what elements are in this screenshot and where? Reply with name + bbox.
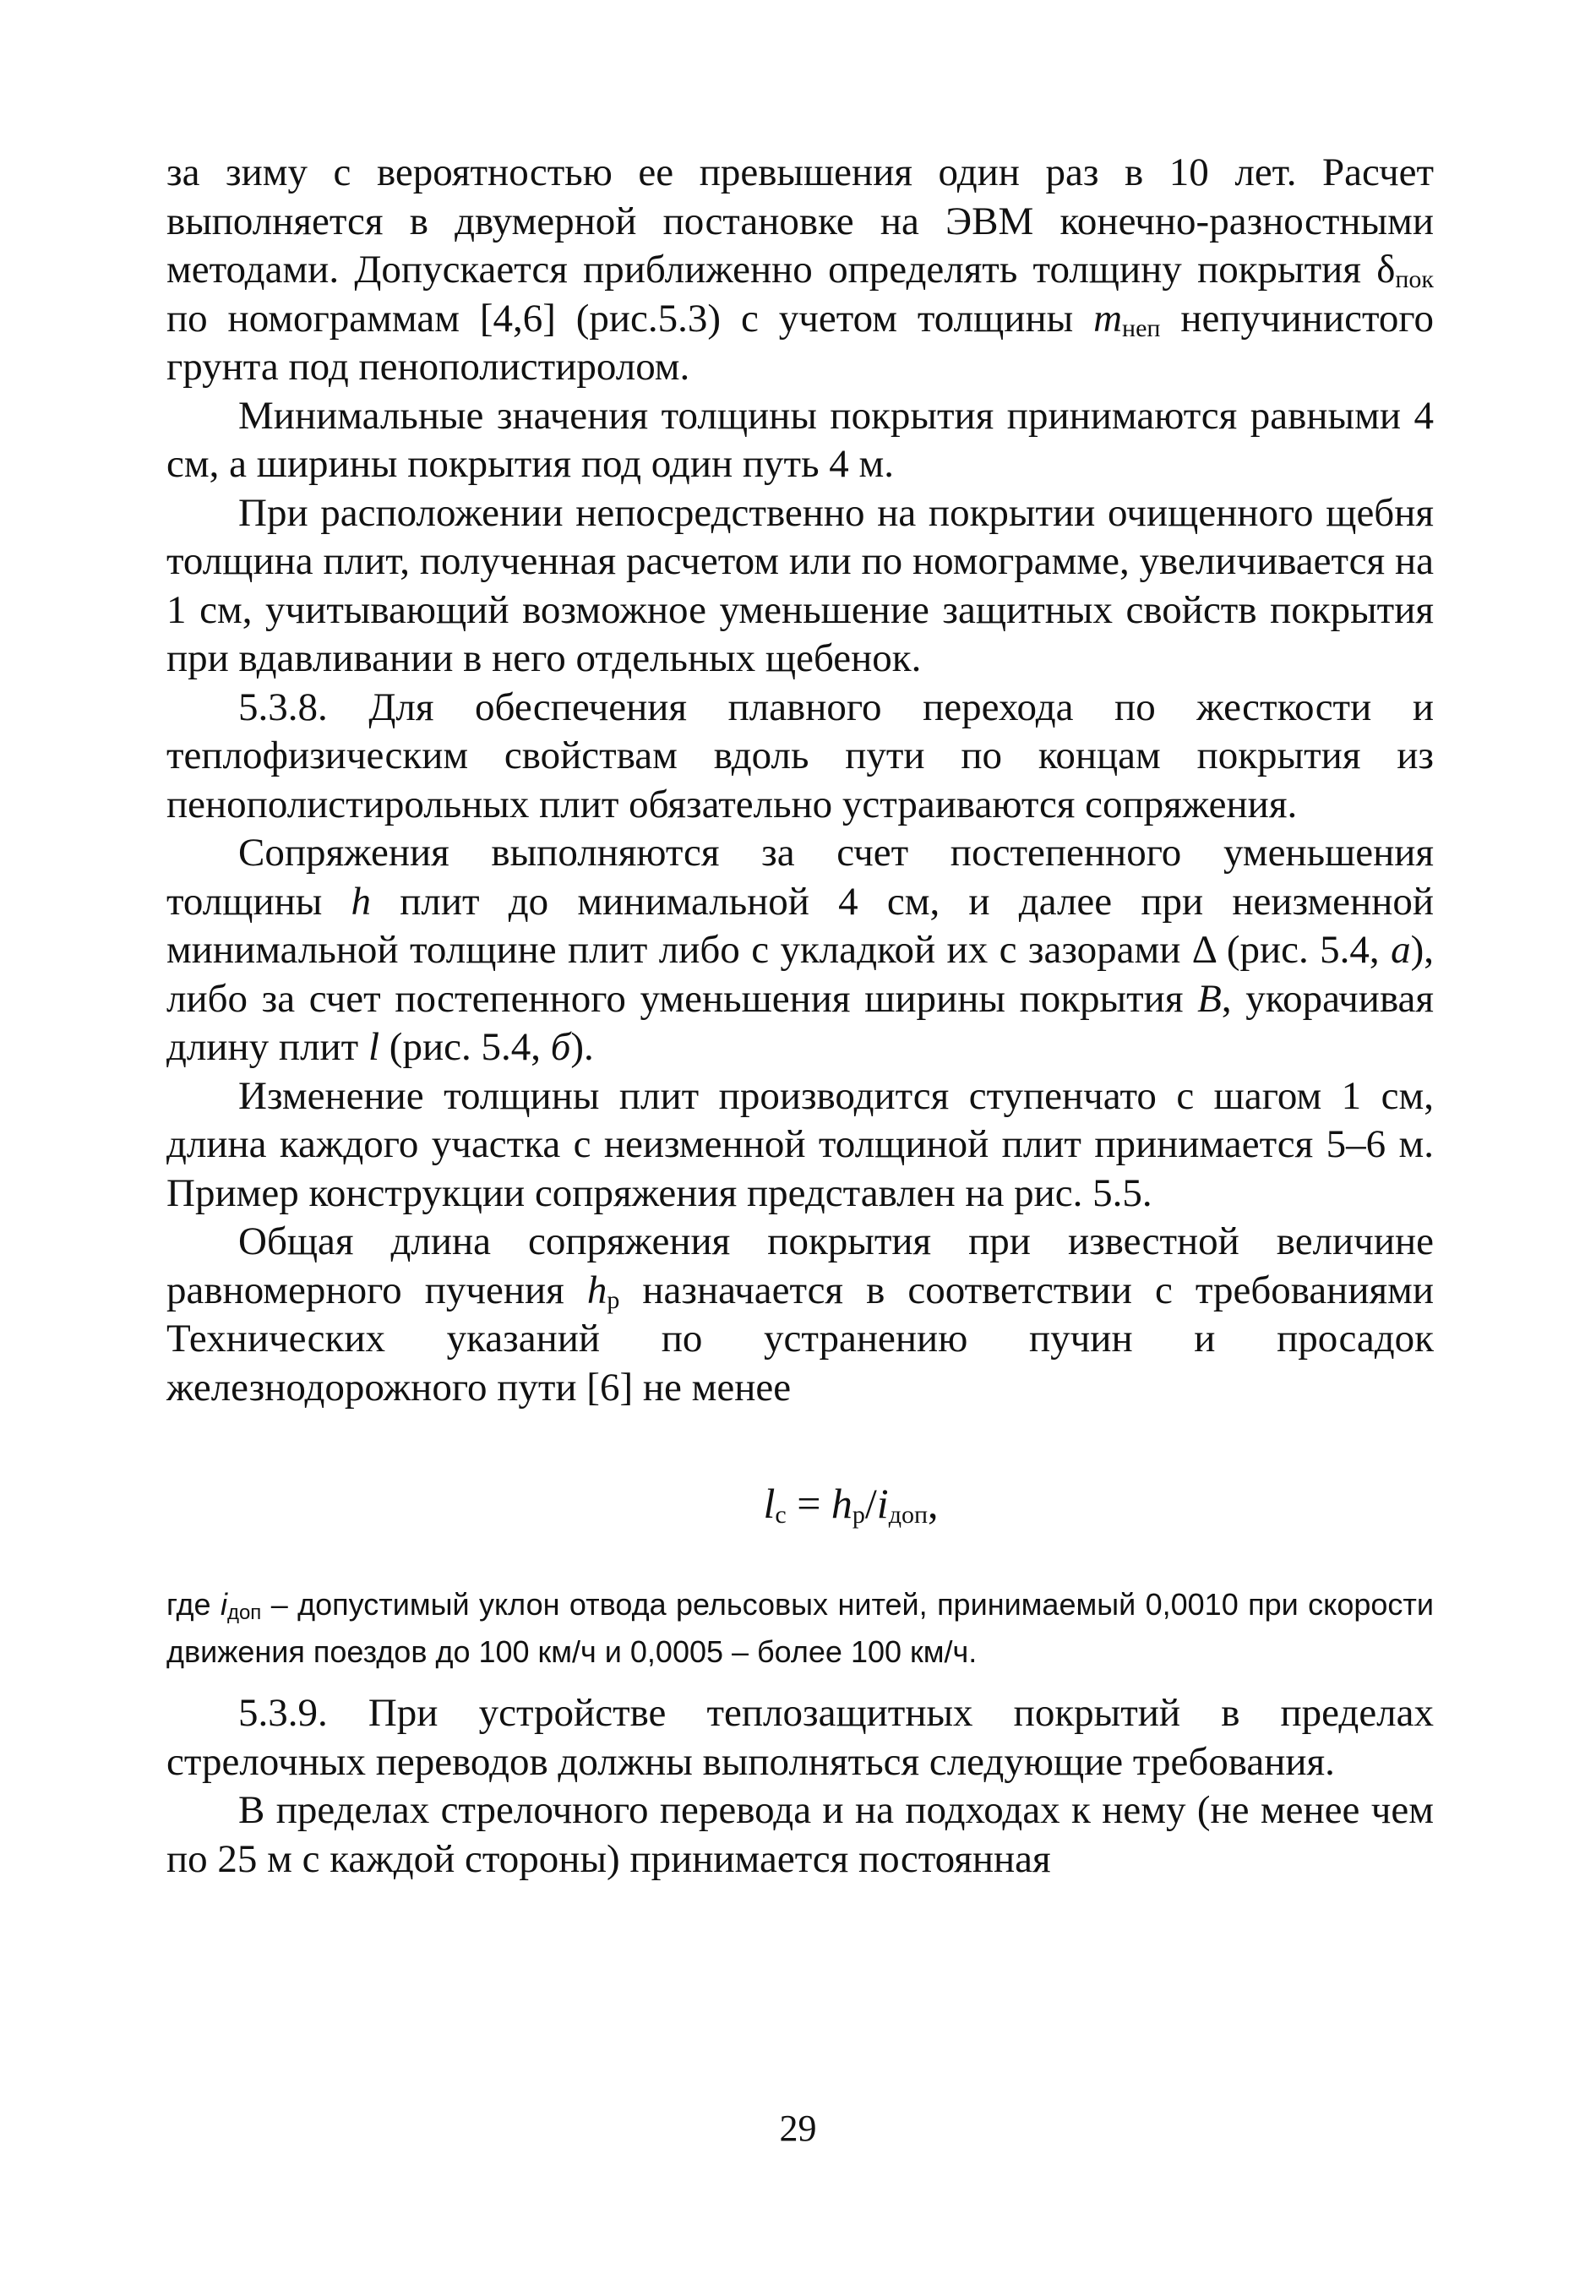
text-run: (рис. 5.4,	[379, 1025, 551, 1069]
formula-eq: =	[786, 1480, 831, 1527]
text-run: ).	[570, 1025, 594, 1069]
text-run: При расположении непосредственно на покрытии очищенного щебня толщина плит, полученная расчетом или по номограмме, увеличивается на 1 см, учитывающий возможное уменьшение защитных свойств покрытия при вдавливании в него отдельных щебенок.	[166, 490, 1434, 680]
formula-tail: ,	[928, 1480, 939, 1527]
formula-lhs: l	[763, 1480, 776, 1527]
formula-length	[166, 1478, 1434, 1529]
paragraph	[166, 1786, 1434, 1884]
italic-symbol: l	[368, 1025, 380, 1069]
italic-symbol: m	[1093, 296, 1123, 341]
formula-den-sub: доп	[888, 1501, 929, 1529]
text-run: плит до минимальной 4 см, и далее при неизменной минимальной толщине плит либо с укладкой их с зазорами Δ (рис. 5.4,	[166, 879, 1435, 972]
subscript: доп	[226, 1601, 262, 1624]
text-run: по номограммам [4,6] (рис.5.3) с учетом толщины	[166, 296, 1094, 341]
paragraph	[166, 829, 1434, 1072]
text-run: ), либо за счет постепенного уменьшения ширины покрытия	[166, 928, 1434, 1021]
subscript: пок	[1395, 265, 1434, 293]
paragraph	[166, 1218, 1434, 1412]
text-run: 5.3.8. Для обеспечения плавного перехода по жесткости и теплофизическим свойствам вдоль пути по концам покрытия из пенополистирольных плит обязательно устраиваются сопряжения.	[166, 684, 1434, 826]
formula-num: h	[831, 1480, 852, 1527]
formula-den: i	[876, 1480, 889, 1527]
subscript: неп	[1122, 314, 1161, 342]
paragraph	[166, 1689, 1434, 1786]
page-body	[166, 149, 1434, 1884]
italic-symbol: h	[586, 1268, 607, 1312]
text-run: за зиму с вероятностью ее превышения один раз в 10 лет. Расчет выполняется в двумерной постановке на ЭВМ конечно-разностными методами. Допускается приближенно определять толщину покрытия δ	[166, 150, 1434, 292]
paragraph	[166, 684, 1434, 830]
text-block-after-formula	[166, 1689, 1434, 1884]
text-run: Изменение толщины плит производится ступенчато с шагом 1 см, длина каждого участка с неизменной толщиной плит принимается 5–6 м. Пример конструкции сопряжения представлен на рис. 5.5.	[166, 1073, 1434, 1215]
text-run: Сопряжения выполняются за счет постепенного уменьшения толщины	[166, 831, 1434, 924]
text-run: непучинистого грунта под пенополистиролом.	[166, 296, 1434, 389]
paragraph	[166, 489, 1434, 684]
italic-symbol: B	[1197, 976, 1222, 1021]
text-block-before-formula	[166, 149, 1434, 1412]
formula-note	[166, 1581, 1434, 1676]
italic-symbol: i	[220, 1587, 227, 1622]
italic-symbol: б	[550, 1025, 571, 1069]
page-number: 29	[779, 2108, 817, 2149]
subscript: р	[607, 1285, 620, 1314]
text-run: где	[166, 1587, 221, 1622]
italic-symbol: а	[1391, 928, 1411, 972]
formula-slash: /	[864, 1480, 877, 1527]
formula-lhs-sub: с	[775, 1501, 787, 1529]
text-run: Минимальные значения толщины покрытия принимаются равными 4 см, а ширины покрытия под один путь 4 м.	[166, 393, 1434, 486]
paragraph	[166, 392, 1434, 489]
formula-num-sub: р	[852, 1501, 865, 1529]
text-run: 5.3.9. При устройстве теплозащитных покрытий в пределах стрелочных переводов должны выполняться следующие требования.	[166, 1691, 1434, 1784]
paragraph	[166, 149, 1434, 392]
text-run: В пределах стрелочного перевода и на подходах к нему (не менее чем по 25 м с каждой стороны) принимается постоянная	[166, 1788, 1434, 1881]
text-run: Общая длина сопряжения покрытия при известной величине равномерного пучения	[166, 1219, 1434, 1312]
italic-symbol: h	[351, 879, 372, 924]
paragraph	[166, 1072, 1434, 1219]
text-run: – допустимый уклон отвода рельсовых нитей, принимаемый 0,0010 при скорости движения поездов до 100 км/ч и 0,0005 – более 100 км/ч.	[166, 1587, 1434, 1669]
text-run: , укорачивая длину плит	[166, 976, 1434, 1069]
text-run: назначается в соответствии с требованиями Технических указаний по устранению пучин и просадок железнодорожного пути [6] не менее	[166, 1268, 1434, 1410]
